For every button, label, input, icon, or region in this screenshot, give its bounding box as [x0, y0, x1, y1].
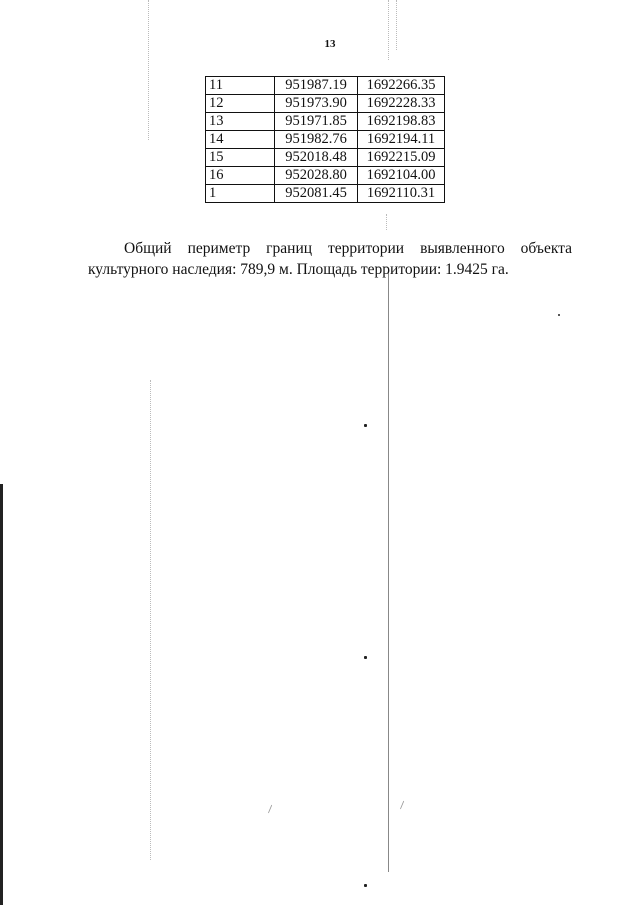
point-number-cell: 14 — [206, 131, 275, 149]
scan-edge-bar — [0, 484, 3, 905]
table-row — [206, 149, 445, 167]
point-number-cell: 1 — [206, 185, 275, 203]
y-coordinate-cell: 1692266.35 — [358, 77, 445, 95]
y-coordinate-cell: 1692194.11 — [358, 131, 445, 149]
coordinates-table — [205, 76, 445, 203]
point-number-cell: 11 — [206, 77, 275, 95]
scan-fold-line — [388, 272, 389, 872]
table-row — [206, 95, 445, 113]
x-coordinate-cell: 951971.85 — [275, 113, 358, 131]
x-coordinate-cell: 951982.76 — [275, 131, 358, 149]
table-row — [206, 185, 445, 203]
table-row — [206, 113, 445, 131]
scan-fold-line — [148, 0, 149, 140]
x-coordinate-cell: 951987.19 — [275, 77, 358, 95]
y-coordinate-cell: 1692110.31 — [358, 185, 445, 203]
summary-line-1: Общий периметр границ территории выявленного объекта — [124, 240, 572, 257]
scan-speck — [558, 314, 560, 316]
point-number-cell: 12 — [206, 95, 275, 113]
point-number-cell: 16 — [206, 167, 275, 185]
y-coordinate-cell: 1692104.00 — [358, 167, 445, 185]
scan-fold-line — [150, 380, 151, 860]
scan-scratch: \ — [396, 800, 407, 811]
y-coordinate-cell: 1692228.33 — [358, 95, 445, 113]
table-row — [206, 167, 445, 185]
y-coordinate-cell: 1692198.83 — [358, 113, 445, 131]
scan-fold-line — [396, 0, 397, 50]
x-coordinate-cell: 952081.45 — [275, 185, 358, 203]
scan-speck — [364, 884, 367, 887]
scan-fold-line — [386, 214, 387, 230]
table-row — [206, 77, 445, 95]
point-number-cell: 15 — [206, 149, 275, 167]
y-coordinate-cell: 1692215.09 — [358, 149, 445, 167]
x-coordinate-cell: 951973.90 — [275, 95, 358, 113]
summary-line-2: культурного наследия: 789,9 м. Площадь территории: 1.9425 га. — [88, 261, 509, 278]
page-number: 13 — [324, 38, 336, 50]
scan-scratch: \ — [264, 804, 275, 815]
x-coordinate-cell: 952028.80 — [275, 167, 358, 185]
table-row — [206, 131, 445, 149]
perimeter-area-paragraph — [88, 238, 572, 280]
scan-speck — [364, 656, 367, 659]
scan-speck — [364, 424, 367, 427]
scan-fold-line — [388, 0, 389, 60]
point-number-cell: 13 — [206, 113, 275, 131]
x-coordinate-cell: 952018.48 — [275, 149, 358, 167]
